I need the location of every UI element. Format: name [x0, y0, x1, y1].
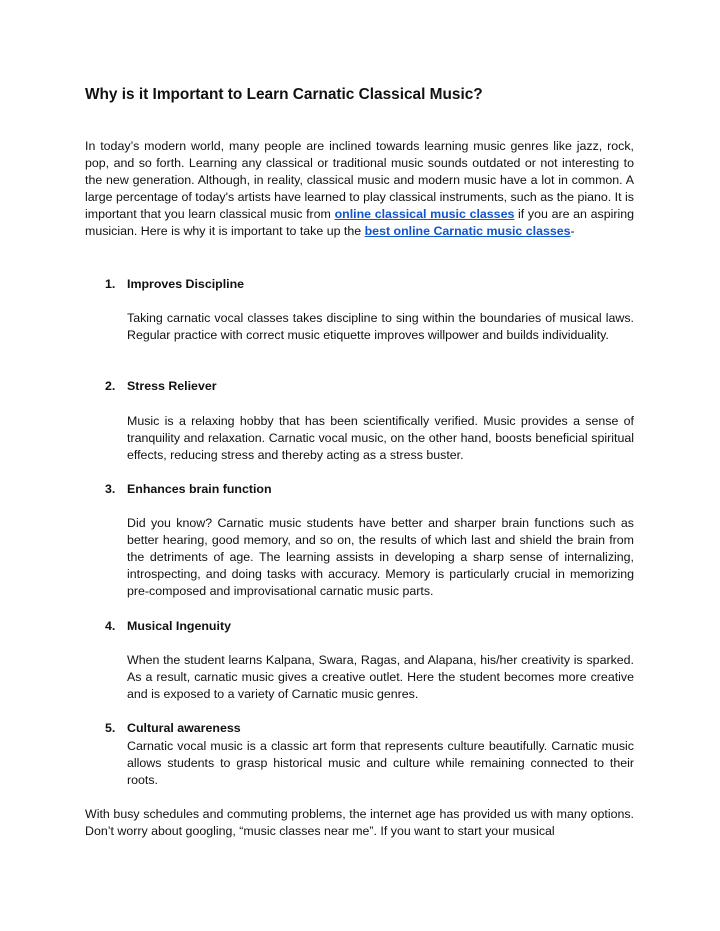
list-item-heading	[105, 720, 241, 737]
list-item-title: Musical Ingenuity	[127, 619, 231, 633]
online-classical-music-classes-link[interactable]: online classical music classes	[334, 207, 515, 222]
list-item-title: Enhances brain function	[127, 482, 272, 496]
list-item-number: 5.	[105, 721, 116, 735]
closing-paragraph: With busy schedules and commuting problems, the internet age has provided us with many options. Don’t worry about googling, “music classes near me”. If you want to start your musical	[85, 807, 634, 839]
intro-text-3: -	[570, 224, 575, 239]
list-item-body: Carnatic vocal music is a classic art form that represents culture beautifully. Carnatic music allows students to grasp historical music and culture while remaining connected to their roots.	[127, 739, 634, 788]
list-item-number: 1.	[105, 277, 116, 291]
list-item-body: Taking carnatic vocal classes takes discipline to sing within the boundaries of musical laws. Regular practice with correct music etiquette improves willpower and builds individuality.	[127, 311, 634, 343]
best-online-carnatic-classes-link[interactable]: best online Carnatic music classes	[364, 224, 571, 239]
list-item-heading	[105, 276, 244, 293]
list-item-body: Did you know? Carnatic music students have better and sharper brain functions such as better hearing, good memory, and so on, the results of which last and shield the brain from the detriments of age. The learning assists in developing a sharp sense of internalizing, introspecting, and doing tasks with accuracy. Memory is particularly crucial in memorizing pre-composed and improvisational carnatic music parts.	[127, 516, 634, 599]
list-item-heading	[105, 378, 217, 395]
list-item-title: Cultural awareness	[127, 721, 241, 735]
intro-paragraph	[85, 138, 634, 241]
list-item-number: 4.	[105, 619, 116, 633]
list-item-title: Stress Reliever	[127, 379, 217, 393]
list-item-body: When the student learns Kalpana, Swara, Ragas, and Alapana, his/her creativity is sparked. As a result, carnatic music gives a creative outlet. Here the student becomes more creative and is exposed to a variety of Carnatic music genres.	[127, 653, 634, 702]
list-item-number: 3.	[105, 482, 116, 496]
list-item-heading	[105, 481, 272, 498]
intro-text-2: if you are an aspiring musician. Here is why it is important to take up the	[85, 207, 635, 239]
document-title: Why is it Important to Learn Carnatic Classical Music?	[85, 86, 483, 103]
list-item-heading	[105, 618, 231, 635]
list-item-body: Music is a relaxing hobby that has been scientifically verified. Music provides a sense of tranquility and relaxation. Carnatic vocal music, on the other hand, boosts beneficial spiritual effects, reducing stress and thereby acting as a stress buster.	[127, 414, 634, 463]
intro-text-1: In today’s modern world, many people are inclined towards learning music genres like jazz, rock, pop, and so forth. Learning any classical or traditional music sounds outdated or not interesting to the new generation. Although, in reality, classical music and modern music have a lot in common. A large percentage of today's artists have learned to play classical instruments, such as the piano. It is important that you learn classical music from	[85, 139, 634, 222]
list-item-number: 2.	[105, 379, 116, 393]
list-item-title: Improves Discipline	[127, 277, 245, 291]
